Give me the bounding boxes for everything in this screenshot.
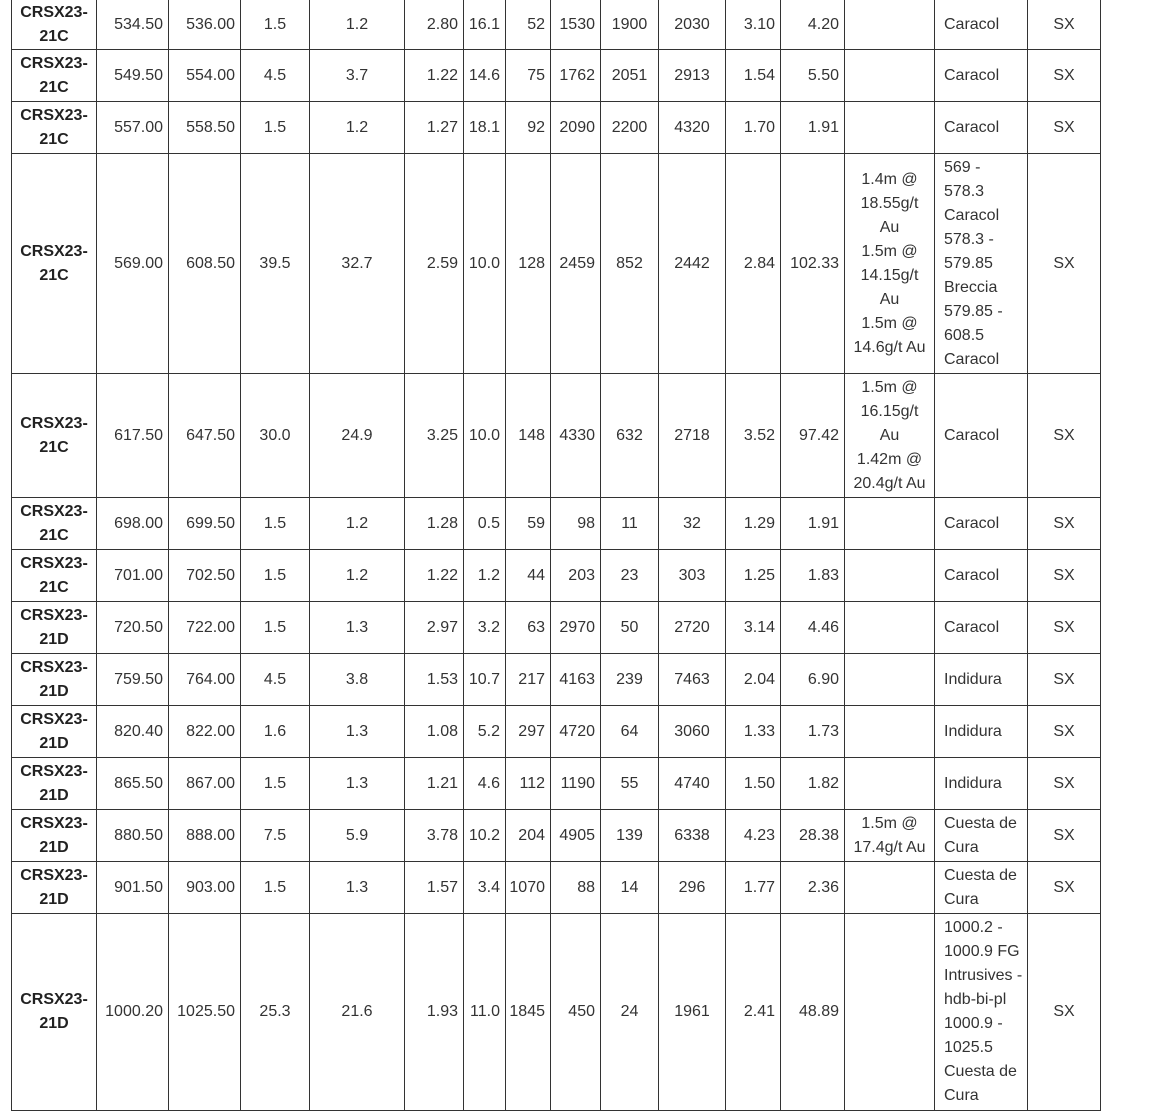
value-cell-5: 852: [601, 154, 659, 374]
from-cell: 617.50: [97, 374, 169, 498]
value-cell-5: 139: [601, 810, 659, 862]
type-cell: SX: [1028, 862, 1101, 914]
geology-line: 1000.2 -: [944, 919, 1003, 936]
true-width-cell: 3.8: [310, 654, 405, 706]
geology-cell: [935, 374, 1028, 498]
hole-cell: CRSX23-21D: [12, 602, 97, 654]
value-cell-1: 3.25: [405, 374, 464, 498]
intercept-cell: [845, 50, 935, 102]
value-cell-4: 1530: [551, 0, 601, 50]
value-cell-6: 7463: [659, 654, 726, 706]
intercept-cell: [845, 654, 935, 706]
intercept-line: 1.5m @: [861, 242, 918, 260]
hole-cell: CRSX23-21C: [12, 50, 97, 102]
true-width-cell: 5.9: [310, 810, 405, 862]
to-cell: 1025.50: [169, 914, 241, 1111]
geology-line: Caracol: [944, 350, 1000, 368]
hole-cell: CRSX23-21C: [12, 374, 97, 498]
value-cell-3: 63: [506, 602, 551, 654]
value-cell-4: 4330: [551, 374, 601, 498]
geology-cell: [935, 914, 1028, 1111]
value-cell-8: 48.89: [781, 914, 845, 1111]
to-cell: 699.50: [169, 498, 241, 550]
intercept-line: 20.4g/t Au: [853, 474, 926, 492]
type-cell: SX: [1028, 0, 1101, 50]
table-row: [12, 706, 1101, 758]
value-cell-2: 14.6: [464, 50, 506, 102]
value-cell-5: 239: [601, 654, 659, 706]
value-cell-6: 4320: [659, 102, 726, 154]
true-width-cell: 3.7: [310, 50, 405, 102]
geology-line: Caracol: [944, 426, 1000, 444]
intercept-cell: [845, 102, 935, 154]
length-cell: 1.6: [241, 706, 310, 758]
value-cell-3: 92: [506, 102, 551, 154]
table-row: [12, 758, 1101, 810]
intercept-cell: [845, 862, 935, 914]
value-cell-3: 217: [506, 654, 551, 706]
geology-line: Caracol: [944, 66, 1000, 84]
value-cell-1: 1.27: [405, 102, 464, 154]
value-cell-2: 16.1: [464, 0, 506, 50]
geology-line: 1025.5: [944, 1039, 993, 1056]
value-cell-8: 6.90: [781, 654, 845, 706]
value-cell-1: 1.22: [405, 550, 464, 602]
value-cell-4: 98: [551, 498, 601, 550]
value-cell-8: 1.91: [781, 498, 845, 550]
value-cell-7: 1.50: [726, 758, 781, 810]
value-cell-1: 1.57: [405, 862, 464, 914]
value-cell-6: 296: [659, 862, 726, 914]
from-cell: 820.40: [97, 706, 169, 758]
value-cell-3: 297: [506, 706, 551, 758]
to-cell: 608.50: [169, 154, 241, 374]
hole-cell: CRSX23-21C: [12, 498, 97, 550]
table-row: [12, 862, 1101, 914]
type-cell: SX: [1028, 550, 1101, 602]
value-cell-3: 1070: [506, 862, 551, 914]
value-cell-8: 2.36: [781, 862, 845, 914]
geology-line: 569 -: [944, 158, 981, 176]
geology-line: Cura: [944, 890, 979, 908]
value-cell-2: 1.2: [464, 550, 506, 602]
table-row: [12, 602, 1101, 654]
value-cell-6: 4740: [659, 758, 726, 810]
intercept-line: 1.4m @: [861, 170, 918, 188]
geology-cell: [935, 602, 1028, 654]
length-cell: 1.5: [241, 0, 310, 50]
length-cell: 1.5: [241, 602, 310, 654]
value-cell-4: 2459: [551, 154, 601, 374]
true-width-cell: 21.6: [310, 914, 405, 1111]
type-cell: SX: [1028, 706, 1101, 758]
from-cell: 901.50: [97, 862, 169, 914]
intercept-line: 16.15g/t: [860, 402, 919, 420]
true-width-cell: 32.7: [310, 154, 405, 374]
value-cell-6: 303: [659, 550, 726, 602]
type-cell: SX: [1028, 602, 1101, 654]
hole-cell: CRSX23-21C: [12, 154, 97, 374]
intercept-line: 17.4g/t Au: [853, 838, 926, 856]
value-cell-4: 2970: [551, 602, 601, 654]
value-cell-1: 1.53: [405, 654, 464, 706]
value-cell-8: 102.33: [781, 154, 845, 374]
length-cell: 30.0: [241, 374, 310, 498]
value-cell-2: 3.2: [464, 602, 506, 654]
length-cell: 1.5: [241, 550, 310, 602]
intercept-line: 1.5m @: [861, 378, 918, 396]
from-cell: 759.50: [97, 654, 169, 706]
value-cell-7: 3.10: [726, 0, 781, 50]
intercept-cell: [845, 154, 935, 374]
geology-line: Caracol: [944, 118, 1000, 136]
intercept-line: 14.6g/t Au: [853, 338, 926, 356]
value-cell-7: 2.04: [726, 654, 781, 706]
value-cell-7: 4.23: [726, 810, 781, 862]
from-cell: 549.50: [97, 50, 169, 102]
hole-cell: CRSX23-21D: [12, 758, 97, 810]
geology-line: Cuesta de: [944, 866, 1017, 884]
value-cell-3: 112: [506, 758, 551, 810]
true-width-cell: 1.2: [310, 102, 405, 154]
from-cell: 865.50: [97, 758, 169, 810]
hole-cell: CRSX23-21D: [12, 654, 97, 706]
to-cell: 867.00: [169, 758, 241, 810]
value-cell-4: 2090: [551, 102, 601, 154]
from-cell: 698.00: [97, 498, 169, 550]
value-cell-8: 1.91: [781, 102, 845, 154]
length-cell: 39.5: [241, 154, 310, 374]
to-cell: 888.00: [169, 810, 241, 862]
length-cell: 1.5: [241, 862, 310, 914]
value-cell-1: 1.28: [405, 498, 464, 550]
to-cell: 536.00: [169, 0, 241, 50]
intercept-cell: [845, 498, 935, 550]
intercept-line: 14.15g/t: [860, 266, 919, 284]
type-cell: SX: [1028, 50, 1101, 102]
geology-line: hdb-bi-pl: [944, 991, 1007, 1008]
value-cell-8: 28.38: [781, 810, 845, 862]
type-cell: SX: [1028, 758, 1101, 810]
value-cell-2: 4.6: [464, 758, 506, 810]
from-cell: 557.00: [97, 102, 169, 154]
table-row: [12, 810, 1101, 862]
type-cell: SX: [1028, 914, 1101, 1111]
geology-cell: [935, 810, 1028, 862]
value-cell-5: 14: [601, 862, 659, 914]
value-cell-4: 1190: [551, 758, 601, 810]
value-cell-1: 2.80: [405, 0, 464, 50]
value-cell-2: 10.7: [464, 654, 506, 706]
table-row: [12, 550, 1101, 602]
geology-line: Indidura: [944, 670, 1002, 688]
intercept-line: Au: [879, 290, 900, 308]
geology-cell: [935, 498, 1028, 550]
value-cell-4: 203: [551, 550, 601, 602]
table-row: [12, 914, 1101, 1111]
length-cell: 25.3: [241, 914, 310, 1111]
value-cell-1: 2.59: [405, 154, 464, 374]
value-cell-5: 11: [601, 498, 659, 550]
geology-cell: [935, 50, 1028, 102]
true-width-cell: 1.3: [310, 602, 405, 654]
geology-line: Breccia: [944, 278, 998, 296]
value-cell-5: 2200: [601, 102, 659, 154]
table-row: [12, 374, 1101, 498]
value-cell-6: 2442: [659, 154, 726, 374]
geology-line: Cuesta de: [944, 1063, 1017, 1080]
value-cell-6: 2030: [659, 0, 726, 50]
geology-cell: [935, 154, 1028, 374]
value-cell-3: 128: [506, 154, 551, 374]
intercept-line: 1.5m @: [861, 314, 918, 332]
value-cell-7: 1.77: [726, 862, 781, 914]
value-cell-7: 1.33: [726, 706, 781, 758]
type-cell: SX: [1028, 498, 1101, 550]
drill-results-table: [11, 0, 1101, 1111]
true-width-cell: 1.3: [310, 706, 405, 758]
intercept-cell: [845, 758, 935, 810]
intercept-cell: [845, 914, 935, 1111]
true-width-cell: 1.3: [310, 758, 405, 810]
value-cell-1: 3.78: [405, 810, 464, 862]
value-cell-5: 24: [601, 914, 659, 1111]
geology-cell: [935, 654, 1028, 706]
geology-cell: [935, 758, 1028, 810]
geology-line: Caracol: [944, 15, 1000, 33]
intercept-cell: [845, 374, 935, 498]
geology-line: Cura: [944, 1087, 979, 1104]
from-cell: 880.50: [97, 810, 169, 862]
value-cell-5: 1900: [601, 0, 659, 50]
value-cell-3: 44: [506, 550, 551, 602]
value-cell-5: 55: [601, 758, 659, 810]
value-cell-3: 148: [506, 374, 551, 498]
value-cell-3: 204: [506, 810, 551, 862]
geology-line: 578.3: [944, 182, 985, 200]
to-cell: 722.00: [169, 602, 241, 654]
value-cell-7: 1.29: [726, 498, 781, 550]
length-cell: 1.5: [241, 758, 310, 810]
geology-line: Intrusives -: [944, 967, 1023, 984]
value-cell-7: 1.25: [726, 550, 781, 602]
value-cell-6: 2720: [659, 602, 726, 654]
value-cell-5: 2051: [601, 50, 659, 102]
value-cell-1: 1.93: [405, 914, 464, 1111]
type-cell: SX: [1028, 374, 1101, 498]
geology-cell: [935, 706, 1028, 758]
value-cell-6: 1961: [659, 914, 726, 1111]
to-cell: 558.50: [169, 102, 241, 154]
value-cell-5: 64: [601, 706, 659, 758]
intercept-line: 18.55g/t: [860, 194, 919, 212]
from-cell: 569.00: [97, 154, 169, 374]
from-cell: 701.00: [97, 550, 169, 602]
from-cell: 1000.20: [97, 914, 169, 1111]
to-cell: 702.50: [169, 550, 241, 602]
from-cell: 534.50: [97, 0, 169, 50]
value-cell-4: 4905: [551, 810, 601, 862]
geology-line: 579.85 -: [944, 302, 1003, 320]
intercept-cell: [845, 706, 935, 758]
value-cell-8: 5.50: [781, 50, 845, 102]
type-cell: SX: [1028, 154, 1101, 374]
value-cell-4: 4720: [551, 706, 601, 758]
value-cell-3: 75: [506, 50, 551, 102]
geology-line: 578.3 -: [944, 230, 994, 248]
hole-cell: CRSX23-21C: [12, 0, 97, 50]
to-cell: 554.00: [169, 50, 241, 102]
geology-line: Cuesta de: [944, 814, 1017, 832]
value-cell-3: 59: [506, 498, 551, 550]
geology-line: 608.5: [944, 326, 985, 344]
intercept-line: 1.42m @: [856, 450, 923, 468]
true-width-cell: 1.2: [310, 0, 405, 50]
length-cell: 1.5: [241, 102, 310, 154]
value-cell-4: 88: [551, 862, 601, 914]
value-cell-1: 2.97: [405, 602, 464, 654]
hole-cell: CRSX23-21D: [12, 706, 97, 758]
table-row: [12, 498, 1101, 550]
value-cell-8: 97.42: [781, 374, 845, 498]
value-cell-6: 2718: [659, 374, 726, 498]
table-row: [12, 0, 1101, 50]
value-cell-3: 1845: [506, 914, 551, 1111]
intercept-line: Au: [879, 426, 900, 444]
value-cell-3: 52: [506, 0, 551, 50]
value-cell-4: 450: [551, 914, 601, 1111]
value-cell-8: 4.46: [781, 602, 845, 654]
type-cell: SX: [1028, 102, 1101, 154]
value-cell-1: 1.08: [405, 706, 464, 758]
length-cell: 4.5: [241, 50, 310, 102]
value-cell-8: 1.82: [781, 758, 845, 810]
geology-cell: [935, 102, 1028, 154]
intercept-cell: [845, 550, 935, 602]
value-cell-6: 3060: [659, 706, 726, 758]
true-width-cell: 1.2: [310, 498, 405, 550]
true-width-cell: 24.9: [310, 374, 405, 498]
to-cell: 647.50: [169, 374, 241, 498]
geology-cell: [935, 550, 1028, 602]
value-cell-2: 11.0: [464, 914, 506, 1111]
table-row: [12, 654, 1101, 706]
geology-cell: [935, 862, 1028, 914]
intercept-cell: [845, 0, 935, 50]
value-cell-4: 4163: [551, 654, 601, 706]
geology-line: Caracol: [944, 566, 1000, 584]
value-cell-8: 4.20: [781, 0, 845, 50]
value-cell-6: 32: [659, 498, 726, 550]
hole-cell: CRSX23-21C: [12, 102, 97, 154]
to-cell: 822.00: [169, 706, 241, 758]
length-cell: 4.5: [241, 654, 310, 706]
value-cell-2: 10.2: [464, 810, 506, 862]
true-width-cell: 1.3: [310, 862, 405, 914]
geology-line: Caracol: [944, 618, 1000, 636]
value-cell-1: 1.22: [405, 50, 464, 102]
intercept-line: Au: [879, 218, 900, 236]
table-row: [12, 50, 1101, 102]
value-cell-1: 1.21: [405, 758, 464, 810]
value-cell-4: 1762: [551, 50, 601, 102]
value-cell-7: 2.41: [726, 914, 781, 1111]
to-cell: 903.00: [169, 862, 241, 914]
table-row: [12, 154, 1101, 374]
geology-line: Cura: [944, 838, 979, 856]
value-cell-7: 1.70: [726, 102, 781, 154]
geology-line: Caracol: [944, 514, 1000, 532]
type-cell: SX: [1028, 810, 1101, 862]
value-cell-2: 5.2: [464, 706, 506, 758]
value-cell-7: 1.54: [726, 50, 781, 102]
length-cell: 1.5: [241, 498, 310, 550]
table-row: [12, 102, 1101, 154]
value-cell-8: 1.83: [781, 550, 845, 602]
geology-line: Caracol: [944, 206, 1000, 224]
value-cell-5: 632: [601, 374, 659, 498]
value-cell-2: 0.5: [464, 498, 506, 550]
from-cell: 720.50: [97, 602, 169, 654]
true-width-cell: 1.2: [310, 550, 405, 602]
geology-line: Indidura: [944, 722, 1002, 740]
geology-line: 1000.9 FG: [944, 943, 1020, 960]
geology-line: 1000.9 -: [944, 1015, 1003, 1032]
intercept-cell: [845, 810, 935, 862]
value-cell-8: 1.73: [781, 706, 845, 758]
type-cell: SX: [1028, 654, 1101, 706]
value-cell-7: 3.52: [726, 374, 781, 498]
value-cell-7: 2.84: [726, 154, 781, 374]
geology-line: 579.85: [944, 254, 993, 272]
value-cell-5: 23: [601, 550, 659, 602]
value-cell-5: 50: [601, 602, 659, 654]
value-cell-7: 3.14: [726, 602, 781, 654]
value-cell-2: 10.0: [464, 154, 506, 374]
value-cell-6: 2913: [659, 50, 726, 102]
to-cell: 764.00: [169, 654, 241, 706]
hole-cell: CRSX23-21D: [12, 862, 97, 914]
hole-cell: CRSX23-21D: [12, 914, 97, 1111]
value-cell-6: 6338: [659, 810, 726, 862]
length-cell: 7.5: [241, 810, 310, 862]
value-cell-2: 18.1: [464, 102, 506, 154]
geology-line: Indidura: [944, 774, 1002, 792]
intercept-cell: [845, 602, 935, 654]
value-cell-2: 10.0: [464, 374, 506, 498]
value-cell-2: 3.4: [464, 862, 506, 914]
geology-cell: [935, 0, 1028, 50]
hole-cell: CRSX23-21D: [12, 810, 97, 862]
hole-cell: CRSX23-21C: [12, 550, 97, 602]
intercept-line: 1.5m @: [861, 814, 918, 832]
